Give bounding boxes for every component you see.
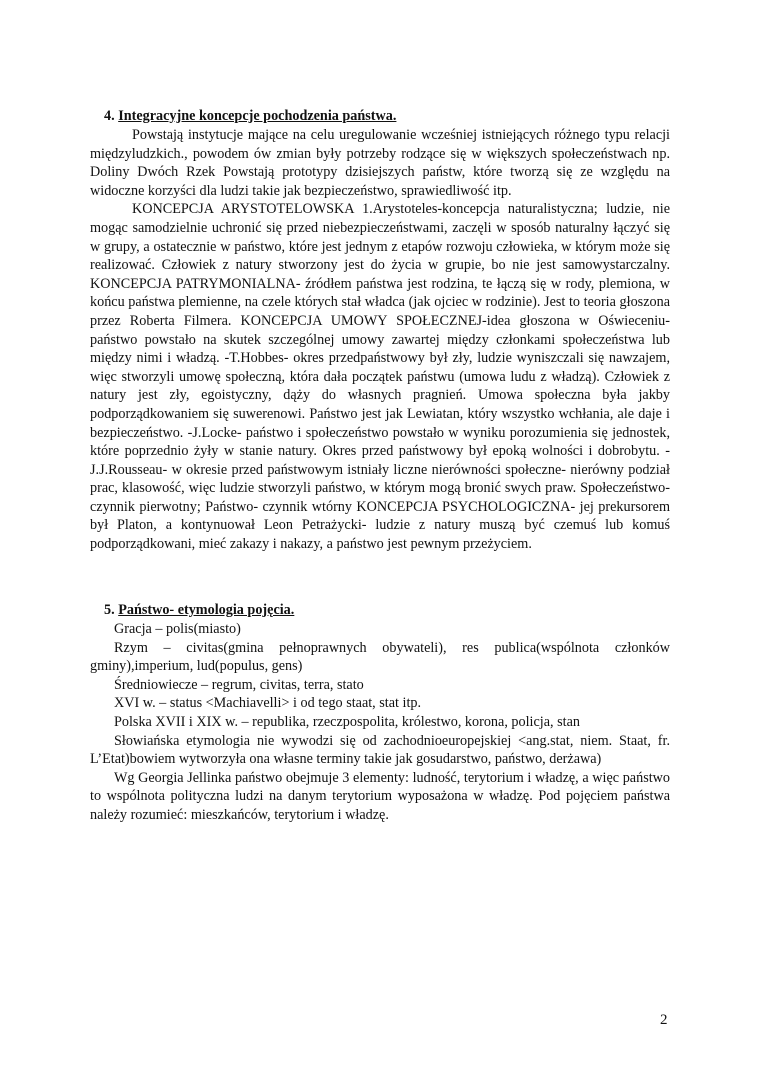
etymology-line: Średniowiecze – regrum, civitas, terra, stato bbox=[114, 676, 364, 693]
etymology-line: Rzym – civitas(gmina pełnoprawnych obywateli), res publica(wspólnota członków gminy),imperium, lud(populus, gens) bbox=[90, 639, 670, 675]
section-4-title: Integracyjne koncepcje pochodzenia państwa. bbox=[118, 108, 397, 124]
section-4-paragraph-1: Powstają instytucje mające na celu uregulowanie wcześniej istniejących różnego typu relacji międzyludzkich., powodem ów zmian były potrzeby rodzące się w większych społeczeństwach np. Doliny Dwóch Rzek Powstają prototypy dzisiejszych państw, które tworzą się ze względu na widoczne korzyści dla ludzi takie jak bezpieczeństwo, sprawiedliwość itp. bbox=[90, 127, 670, 199]
section-4-paragraph-2: KONCEPCJA ARYSTOTELOWSKA 1.Arystoteles-koncepcja naturalistyczna; ludzie, nie mogąc samodzielnie uchronić się przed niebezpieczeństwami, zaczęli w sposób naturalny łączyć się w grupy, a ostatecznie w państwo, które jest jednym z etapów rozwoju człowieka, w którym może się realizować. Człowiek z natury stworzony jest do życia w grupie, bo nie jest samowystarczalny. KONCEPCJA PATRYMONIALNA- źródłem państwa jest rodzina, te łączą się w rody, plemiona, w końcu państwa plemienne, na czele których stał władca (jak ojciec w rodzinie). Jest to teoria głoszona przez Roberta Filmera. KONCEPCJA UMOWY SPOŁECZNEJ-idea głoszona w Oświeceniu- państwo powstało na skutek szczególnej umowy zawartej między członkami społeczeństwa lub między nimi i władzą. -T.Hobbes- okres przedpaństwowy był zły, ludzie wyniszczali się nawzajem, więc stworzyli umowę społeczną, która dała początek państwu (umowa ludu z władzą). Człowiek z natury jest zły, egoistyczny, dąży do własnych pragnień. Umowa społeczna była jakby podporządkowaniem się suwerenowi. Państwo jest jak Lewiatan, który wszystko wchłania, ale daje i bezpieczeństwo. -J.Locke- państwo i społeczeństwo powstało w wyniku porozumienia się jednostek, które poprzednio żyły w stanie natury. Okres przed państwowy był epoką wolności i dobrobytu. -J.J.Rousseau- w okresie przed państwowym istniały liczne nierówności społeczne- nierówny podział prac, klasowość, więc ludzie stworzyli państwo, w którym mogą bronić swych praw. Społeczeństwo- czynnik pierwotny; Państwo- czynnik wtórny KONCEPCJA PSYCHOLOGICZNA- jej prekursorem był Platon, a kontynuował Leon Petrażycki- ludzie z natury muszą być czemuś lub komuś podporządkowani, mieć zakazy i nakazy, a państwo jest pewnym przeżyciem. bbox=[90, 201, 670, 553]
etymology-line: Gracja – polis(miasto) bbox=[114, 621, 241, 637]
section-5-number: 5. bbox=[104, 602, 115, 618]
page-number: 2 bbox=[660, 1012, 668, 1028]
section-4-body bbox=[90, 126, 670, 554]
section-5-title: Państwo- etymologia pojęcia. bbox=[118, 602, 295, 618]
section-5-heading bbox=[104, 602, 294, 619]
etymology-line: XVI w. – status <Machiavelli> i od tego staat, stat itp. bbox=[114, 695, 422, 712]
etymology-line: Wg Georgia Jellinka państwo obejmuje 3 elementy: ludność, terytorium i władzę, a więc państwo to wspólnota polityczna ludzi na danym terytorium wyposażona w władzę. Pod pojęciem państwa należy rozumieć: mieszkańców, terytorium i władzę. bbox=[90, 769, 670, 823]
etymology-line: Polska XVII i XIX w. – republika, rzeczpospolita, królestwo, korona, policja, stan bbox=[114, 713, 580, 730]
etymology-line: Słowiańska etymologia nie wywodzi się od zachodnioeuropejskiej <ang.stat, niem. Staat, fr. L’Etat)bowiem wytworzyła ona własne terminy takie jak gosudarstwo, państwo, derżawa) bbox=[90, 732, 670, 768]
section-4-number: 4. bbox=[104, 108, 115, 124]
section-5-body bbox=[90, 620, 670, 825]
section-4-heading bbox=[104, 108, 396, 125]
